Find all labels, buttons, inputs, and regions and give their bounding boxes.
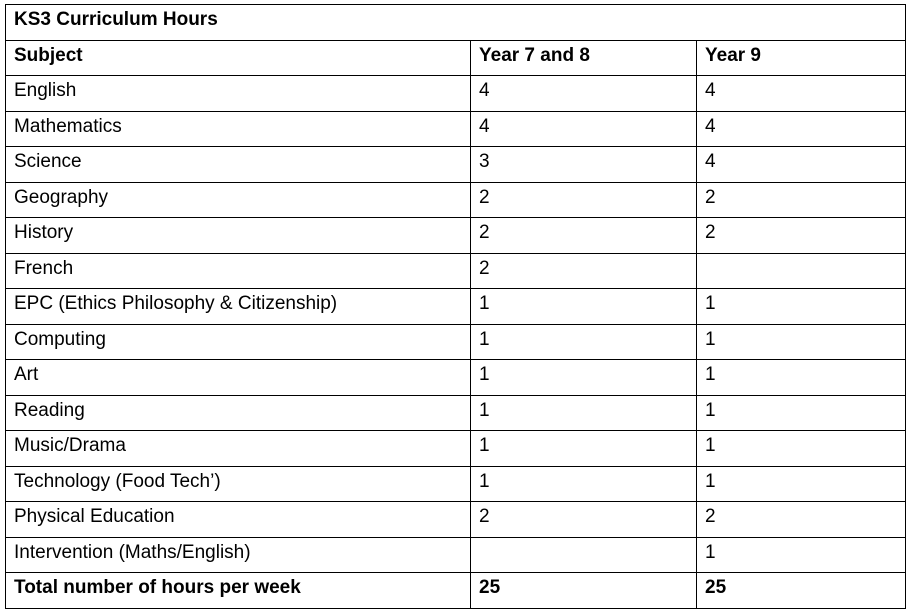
year-7-8-hours-cell: 2 xyxy=(471,182,697,218)
year-9-hours-cell: 2 xyxy=(697,182,906,218)
year-9-hours-cell: 1 xyxy=(697,360,906,396)
subject-cell: Technology (Food Tech’) xyxy=(6,466,471,502)
table-row xyxy=(6,360,906,396)
table-title: KS3 Curriculum Hours xyxy=(6,5,906,41)
year-7-8-hours-cell: 2 xyxy=(471,253,697,289)
year-9-hours-cell: 1 xyxy=(697,466,906,502)
total-year-7-8-cell: 25 xyxy=(471,573,697,609)
year-9-hours-cell: 1 xyxy=(697,324,906,360)
table-row xyxy=(6,466,906,502)
table-row xyxy=(6,502,906,538)
subject-cell: Computing xyxy=(6,324,471,360)
subject-cell: Geography xyxy=(6,182,471,218)
year-7-8-hours-cell: 3 xyxy=(471,147,697,183)
year-7-8-hours-cell: 1 xyxy=(471,395,697,431)
table-row xyxy=(6,147,906,183)
table-header-row xyxy=(6,40,906,76)
year-9-hours-cell: 4 xyxy=(697,111,906,147)
table-title-row xyxy=(6,5,906,41)
year-9-hours-cell: 1 xyxy=(697,537,906,573)
column-header-year-9: Year 9 xyxy=(697,40,906,76)
total-label-cell: Total number of hours per week xyxy=(6,573,471,609)
curriculum-hours-table xyxy=(5,4,906,609)
year-7-8-hours-cell xyxy=(471,537,697,573)
subject-cell: Art xyxy=(6,360,471,396)
year-9-hours-cell: 2 xyxy=(697,502,906,538)
subject-cell: Reading xyxy=(6,395,471,431)
table-row xyxy=(6,111,906,147)
table-row xyxy=(6,324,906,360)
year-9-hours-cell: 1 xyxy=(697,395,906,431)
year-7-8-hours-cell: 1 xyxy=(471,431,697,467)
curriculum-table-container xyxy=(5,4,906,609)
subject-cell: Science xyxy=(6,147,471,183)
year-7-8-hours-cell: 2 xyxy=(471,502,697,538)
column-header-subject: Subject xyxy=(6,40,471,76)
column-header-year-7-8: Year 7 and 8 xyxy=(471,40,697,76)
table-row xyxy=(6,218,906,254)
subject-cell: EPC (Ethics Philosophy & Citizenship) xyxy=(6,289,471,325)
subject-cell: Music/Drama xyxy=(6,431,471,467)
subject-cell: English xyxy=(6,76,471,112)
year-7-8-hours-cell: 1 xyxy=(471,360,697,396)
subject-cell: French xyxy=(6,253,471,289)
subject-cell: History xyxy=(6,218,471,254)
year-9-hours-cell: 2 xyxy=(697,218,906,254)
table-row xyxy=(6,431,906,467)
table-row xyxy=(6,182,906,218)
table-body xyxy=(6,5,906,609)
table-row xyxy=(6,289,906,325)
subject-cell: Mathematics xyxy=(6,111,471,147)
year-9-hours-cell xyxy=(697,253,906,289)
year-7-8-hours-cell: 1 xyxy=(471,466,697,502)
total-year-9-cell: 25 xyxy=(697,573,906,609)
year-7-8-hours-cell: 2 xyxy=(471,218,697,254)
year-9-hours-cell: 1 xyxy=(697,431,906,467)
year-7-8-hours-cell: 4 xyxy=(471,111,697,147)
year-7-8-hours-cell: 1 xyxy=(471,289,697,325)
year-9-hours-cell: 1 xyxy=(697,289,906,325)
year-9-hours-cell: 4 xyxy=(697,147,906,183)
total-row xyxy=(6,573,906,609)
table-row xyxy=(6,253,906,289)
subject-cell: Intervention (Maths/English) xyxy=(6,537,471,573)
table-row xyxy=(6,395,906,431)
table-row xyxy=(6,537,906,573)
table-row xyxy=(6,76,906,112)
subject-cell: Physical Education xyxy=(6,502,471,538)
year-7-8-hours-cell: 4 xyxy=(471,76,697,112)
year-7-8-hours-cell: 1 xyxy=(471,324,697,360)
year-9-hours-cell: 4 xyxy=(697,76,906,112)
